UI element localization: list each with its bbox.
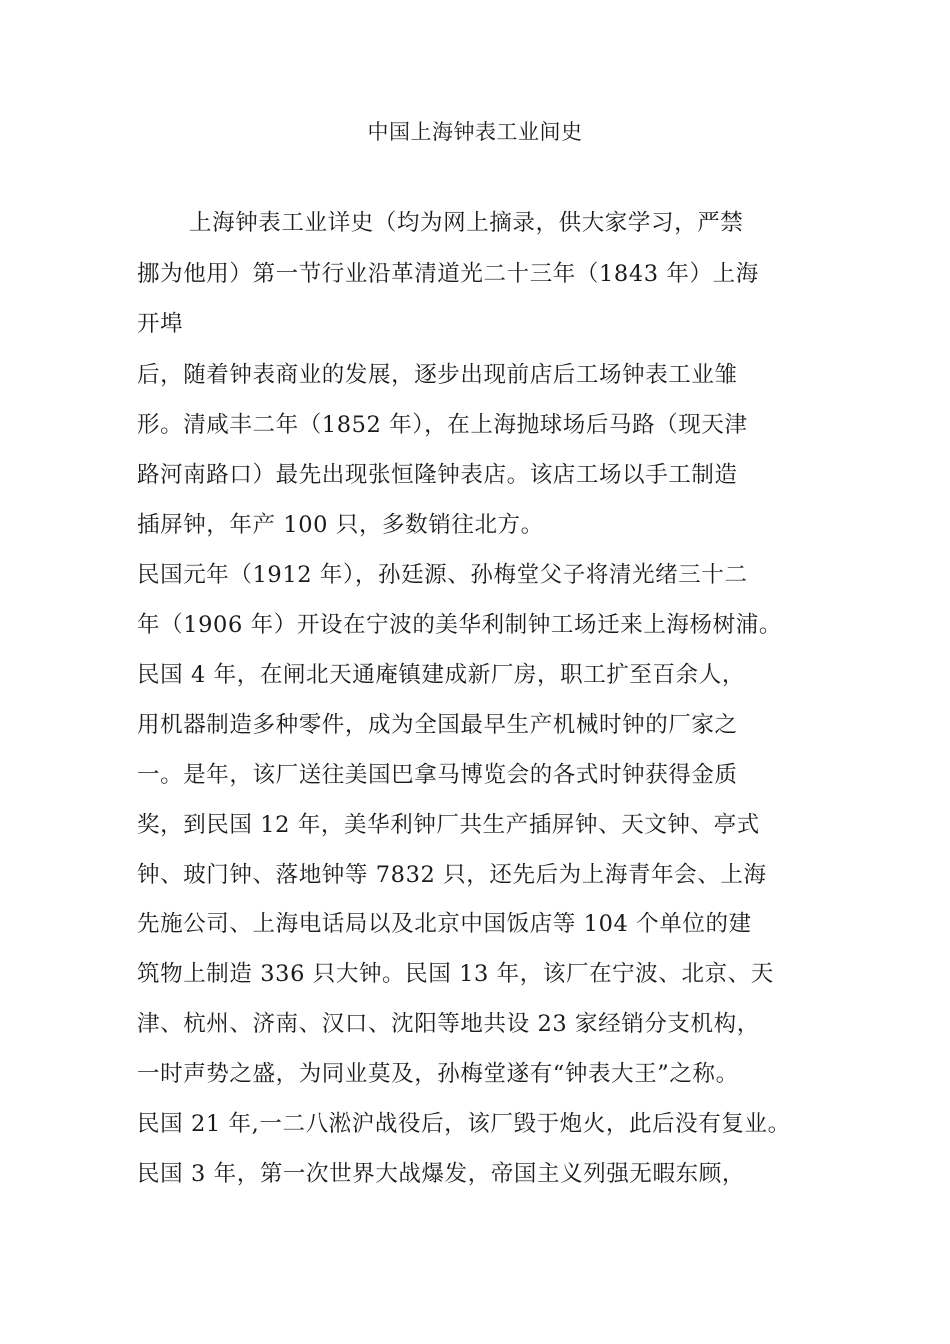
text-line: 开埠 [137, 311, 184, 337]
text-line: 先施公司、上海电话局以及北京中国饭店等 104 个单位的建 [137, 911, 752, 937]
text-line: 津、杭州、济南、汉口、沈阳等地共设 23 家经销分支机构， [137, 1011, 760, 1037]
text-line: 一。是年，该厂送往美国巴拿马博览会的各式时钟获得金质 [137, 762, 738, 788]
text-line: 路河南路口）最先出现张恒隆钟表店。该店工场以手工制造 [137, 462, 738, 488]
text-line: 民国元年（1912 年），孙廷源、孙梅堂父子将清光绪三十二 [137, 562, 748, 588]
text-line: 形。清咸丰二年（1852 年），在上海抛球场后马路（现天津 [137, 412, 748, 438]
text-line: 挪为他用）第一节行业沿革清道光二十三年（1843 年）上海 [137, 261, 759, 287]
text-line: 用机器制造多种零件，成为全国最早生产机械时钟的厂家之 [137, 712, 738, 738]
text-line: 筑物上制造 336 只大钟。民国 13 年，该厂在宁波、北京、天 [137, 961, 774, 987]
text-line: 民国 3 年，第一次世界大战爆发，帝国主义列强无暇东顾， [137, 1161, 745, 1187]
document-title: 中国上海钟表工业间史 [367, 120, 583, 144]
text-line: 年（1906 年）开设在宁波的美华利制钟工场迁来上海杨树浦。 [137, 612, 782, 638]
text-line: 上海钟表工业详史（均为网上摘录，供大家学习，严禁 [189, 210, 744, 236]
text-line: 奖，到民国 12 年，美华利钟厂共生产插屏钟、天文钟、亭式 [137, 812, 760, 838]
text-line: 钟、玻门钟、落地钟等 7832 只，还先后为上海青年会、上海 [137, 862, 767, 888]
text-line: 一时声势之盛，为同业莫及，孙梅堂遂有“钟表大王”之称。 [137, 1061, 739, 1087]
text-line: 插屏钟，年产 100 只，多数销往北方。 [137, 512, 544, 538]
text-line: 民国 4 年，在闸北天通庵镇建成新厂房，职工扩至百余人， [137, 662, 745, 688]
text-line: 后，随着钟表商业的发展，逐步出现前店后工场钟表工业雏 [137, 362, 738, 388]
text-line: 民国 21 年,一二八淞沪战役后，该厂毁于炮火，此后没有复业。 [137, 1111, 791, 1137]
